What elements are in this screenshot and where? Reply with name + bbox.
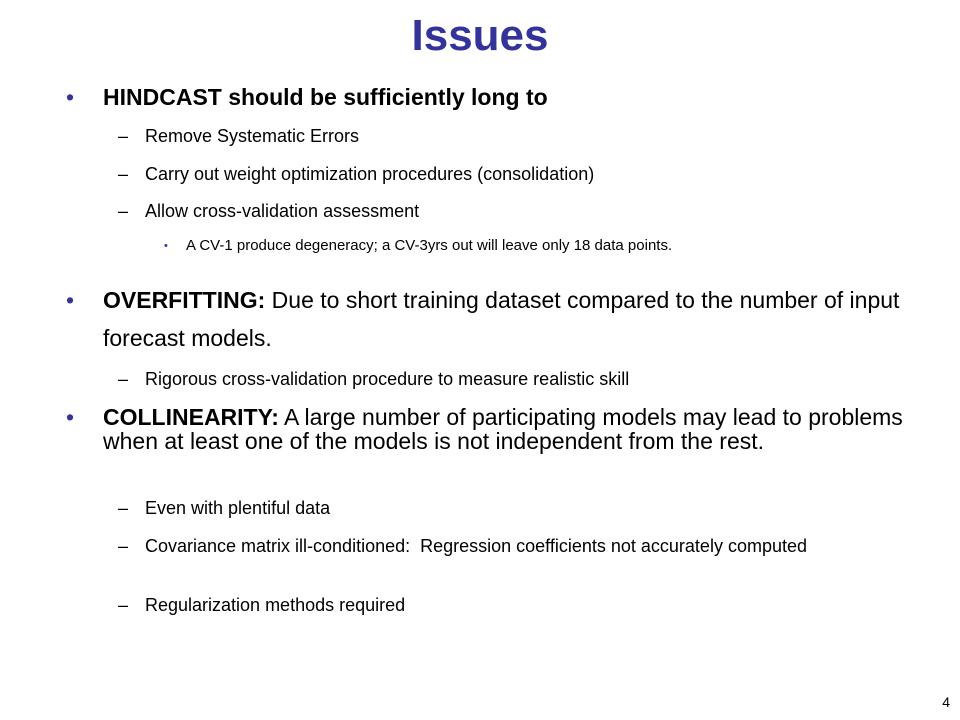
slide-title: Issues <box>411 11 549 60</box>
bullet-hindcast-bold: HINDCAST should be sufficiently long to <box>103 84 548 110</box>
bullet-overfitting-bold: OVERFITTING: <box>103 287 266 313</box>
dash-icon: – <box>118 536 129 556</box>
bullet-dot-icon: • <box>66 287 75 313</box>
bullet-overfitting-text: Due to short training dataset compared to the number of input forecast models. <box>103 287 900 351</box>
bullet-collinearity-bold: COLLINEARITY: <box>103 404 279 430</box>
bullet-collinearity-text: A large number of participating models may lead to problems when at least one of the models is not independent from the rest. <box>103 404 903 454</box>
dash-icon: – <box>118 201 129 221</box>
dash-icon: – <box>118 164 129 184</box>
dash-icon: – <box>118 498 129 518</box>
page-number: 4 <box>942 694 950 710</box>
slide: Issues • HINDCAST should be sufficiently long to – Remove Systematic Errors – Carry out weight optimization procedures (consolidation) – Allow cross-validation assessment • A CV-1 produce degeneracy; a CV-3yrs out will leave only 18 data points. • OVERFITTING: Due to short training dataset compared to the number of input forecast models. – Rigorous cross-validation procedure to measure realistic skill • COLLINEARITY: A large number of participating models may lead to problems when at least one of the models is not independent from the rest. – Even with plentiful data – Covariance matrix ill-conditioned: Regression coefficients not accurately computed – Regularization methods required 4 <box>0 0 960 720</box>
bullet-dot-icon: • <box>66 84 75 110</box>
dash-icon: – <box>118 369 129 389</box>
bullet-dot-icon: • <box>164 240 168 252</box>
bullet-dot-icon: • <box>66 404 75 430</box>
dash-icon: – <box>118 126 129 146</box>
dash-icon: – <box>118 595 129 615</box>
